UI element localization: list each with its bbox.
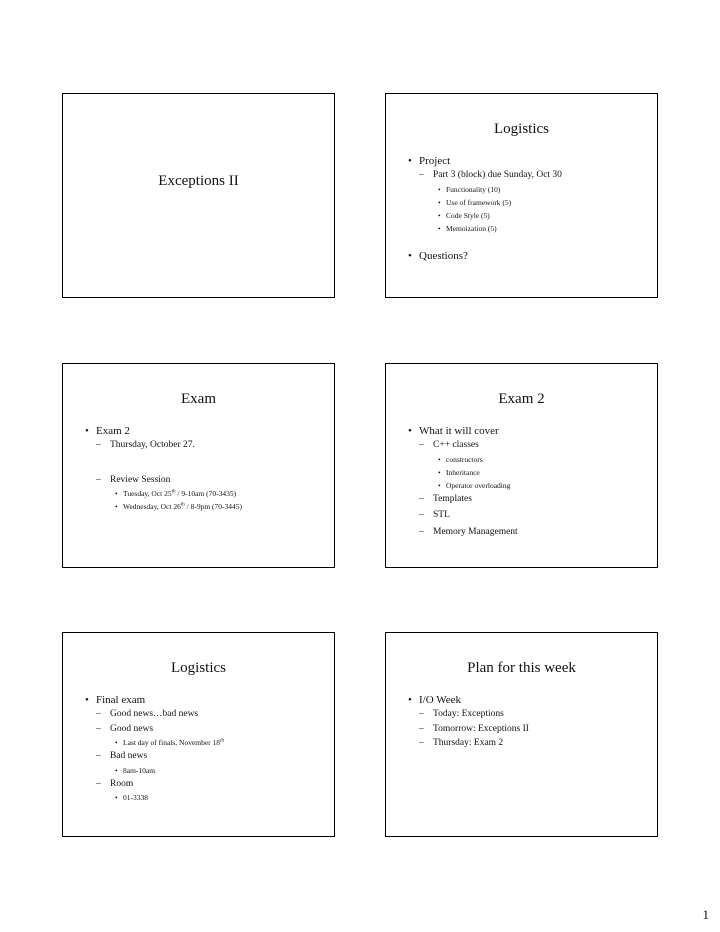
slide-title: Logistics	[494, 121, 549, 137]
slide-content	[408, 424, 649, 539]
sub-sub-bullet-tuesday	[115, 487, 326, 500]
sub-bullet-part3: – Part 3 (block) due Sunday, Oct 30	[419, 168, 649, 183]
spacer	[408, 235, 649, 249]
slide-title: Exam	[181, 391, 216, 407]
slide-title: Exam 2	[498, 391, 545, 407]
tuesday-text: Tuesday, Oct 25	[123, 489, 172, 498]
slide-4	[385, 363, 658, 568]
sub-bullet-tomorrow: – Tomorrow: Exceptions II	[419, 722, 649, 737]
sub-sub-bullet-time: • 8am-10am	[115, 764, 326, 777]
sub-bullet-good-bad: – Good news…bad news	[96, 707, 326, 722]
sub-bullet-templates: – Templates	[419, 492, 649, 507]
sub-sub-bullet-constructors: • constructors	[438, 453, 649, 466]
sub-sub-bullet-wednesday	[115, 500, 326, 513]
slide-content	[85, 693, 326, 804]
sub-bullet-cpp: – C++ classes	[419, 438, 649, 453]
slide-title: Logistics	[171, 660, 226, 676]
slide-title: Plan for this week	[467, 660, 576, 676]
sub-bullet-thursday: – Thursday: Exam 2	[419, 736, 649, 751]
sub-sub-bullet-operator: • Operator overloading	[438, 479, 649, 492]
slide-content	[408, 154, 649, 263]
sub-bullet-stl: – STL	[419, 508, 649, 523]
sub-bullet-date: – Thursday, October 27.	[96, 438, 326, 453]
tuesday-detail: / 9-10am (70-3435)	[175, 489, 237, 498]
wednesday-suffix: th	[180, 502, 185, 508]
sub-sub-bullet-room-number: • 01-3338	[115, 791, 326, 804]
sub-bullet-memory: – Memory Management	[419, 525, 649, 540]
sub-bullet-bad: – Bad news	[96, 749, 326, 764]
bullet-io-week: • I/O Week	[408, 693, 649, 707]
slide-5	[62, 632, 335, 837]
slide-6	[385, 632, 658, 837]
last-day-suffix: th	[220, 738, 224, 744]
last-day-text: Last day of finals, November 18	[123, 738, 221, 747]
wednesday-text: Wednesday, Oct 26	[123, 502, 181, 511]
bullet-questions: • Questions?	[408, 249, 649, 263]
sub-sub-bullet-inheritance: • Inheritance	[438, 466, 649, 479]
page-number: 1	[702, 907, 709, 922]
sub-bullet-good: – Good news	[96, 722, 326, 737]
sub-bullet-today: – Today: Exceptions	[419, 707, 649, 722]
sub-sub-bullet-memoization: • Memoization (5)	[438, 222, 649, 235]
slide-content	[85, 424, 326, 513]
bullet-cover: • What it will cover	[408, 424, 649, 438]
sub-bullet-room: – Room	[96, 777, 326, 792]
sub-bullet-review: – Review Session	[96, 473, 326, 488]
slide-title: Exceptions II	[158, 173, 239, 189]
sub-sub-bullet-framework: • Use of framework (5)	[438, 196, 649, 209]
sub-sub-bullet-functionality: • Functionality (10)	[438, 183, 649, 196]
bullet-project: • Project	[408, 154, 649, 168]
wednesday-detail: / 8-9pm (70-3445)	[184, 502, 243, 511]
bullet-final: • Final exam	[85, 693, 326, 707]
slide-content	[408, 693, 649, 751]
tuesday-suffix: th	[171, 489, 176, 495]
slide-1	[62, 93, 335, 298]
sub-sub-bullet-code-style: • Code Style (5)	[438, 209, 649, 222]
spacer	[85, 453, 326, 473]
slide-3	[62, 363, 335, 568]
bullet-exam2: • Exam 2	[85, 424, 326, 438]
slide-2	[385, 93, 658, 298]
sub-sub-bullet-last-day	[115, 736, 326, 749]
